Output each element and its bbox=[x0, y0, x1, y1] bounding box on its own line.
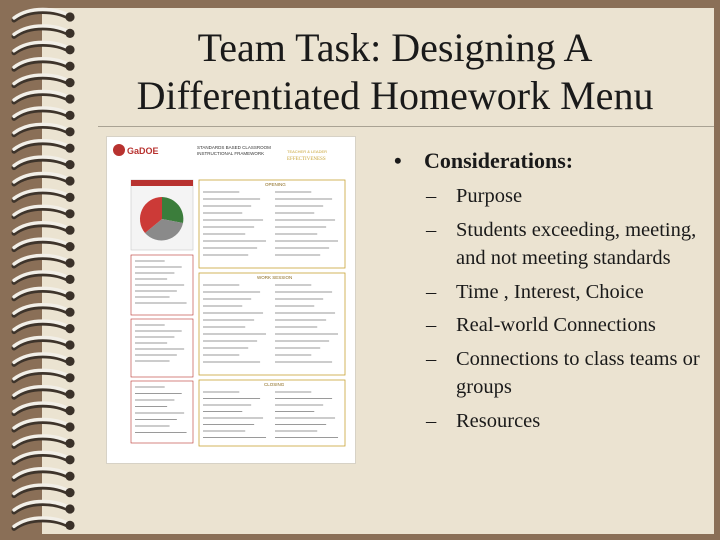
spiral-ring bbox=[14, 272, 75, 284]
slide-title bbox=[90, 24, 700, 120]
spiral-ring bbox=[14, 338, 75, 350]
dash-icon: – bbox=[426, 218, 437, 241]
spiral-ring bbox=[14, 403, 75, 415]
thumb-pie-panel-header bbox=[131, 180, 193, 186]
spiral-ring bbox=[14, 190, 75, 202]
spiral-ring bbox=[14, 387, 75, 399]
thumb-opening-label: OPENING bbox=[265, 182, 286, 187]
spiral-ring bbox=[14, 420, 75, 432]
thumb-header-title-1: STANDARDS BASED CLASSROOM bbox=[197, 145, 271, 150]
spiral-ring bbox=[14, 518, 75, 530]
consideration-text: Time , Interest, Choice bbox=[456, 280, 644, 303]
spiral-ring bbox=[14, 59, 75, 71]
list-item bbox=[388, 345, 708, 402]
consideration-text: Connections to class teams or groups bbox=[456, 347, 700, 398]
spiral-ring bbox=[14, 75, 75, 87]
spiral-ring bbox=[14, 157, 75, 169]
thumb-pie-chart bbox=[140, 197, 183, 240]
thumb-brand-text-2: EFFECTIVENESS bbox=[287, 157, 326, 162]
thumb-closing-label: CLOSING bbox=[264, 382, 285, 387]
dash-icon: – bbox=[426, 314, 437, 336]
list-item bbox=[388, 407, 708, 436]
spiral-ring bbox=[14, 92, 75, 104]
dash-icon: – bbox=[426, 409, 437, 432]
spiral-ring bbox=[14, 10, 75, 22]
spiral-ring bbox=[14, 256, 75, 268]
spiral-ring bbox=[14, 108, 75, 120]
spiral-binding bbox=[0, 0, 90, 540]
spiral-ring bbox=[14, 288, 75, 300]
list-item bbox=[388, 278, 708, 307]
consideration-text: Resources bbox=[456, 409, 541, 432]
spiral-ring bbox=[14, 485, 75, 497]
spiral-ring bbox=[14, 469, 75, 481]
spiral-ring bbox=[14, 370, 75, 382]
bullet-icon: • bbox=[394, 148, 402, 173]
thumb-work-session-section bbox=[199, 273, 345, 375]
spiral-ring bbox=[14, 354, 75, 366]
considerations-heading bbox=[388, 144, 708, 178]
spiral-ring bbox=[14, 436, 75, 448]
dash-icon: – bbox=[426, 280, 437, 303]
spiral-ring bbox=[14, 42, 75, 54]
list-item bbox=[388, 216, 708, 273]
spiral-ring bbox=[14, 26, 75, 38]
spiral-ring bbox=[14, 141, 75, 153]
spiral-ring bbox=[14, 206, 75, 218]
considerations-label: Considerations: bbox=[424, 148, 574, 173]
spiral-ring bbox=[14, 223, 75, 235]
thumb-brand-text-1: TEACHER & LEADER bbox=[287, 149, 328, 154]
document-thumbnail-graphic bbox=[107, 137, 355, 463]
dash-icon: – bbox=[426, 185, 437, 207]
spiral-ring bbox=[14, 502, 75, 514]
list-item bbox=[388, 311, 708, 340]
thumb-left-box-3 bbox=[131, 381, 193, 443]
consideration-text: Purpose bbox=[456, 185, 523, 207]
thumb-closing-section bbox=[199, 380, 345, 446]
spiral-ring bbox=[14, 124, 75, 136]
thumb-work-session-label: WORK SESSION bbox=[257, 275, 293, 280]
spiral-ring bbox=[14, 452, 75, 464]
slide-title-line2: Differentiated Homework Menu bbox=[136, 73, 654, 118]
framework-document-thumbnail bbox=[107, 137, 355, 463]
spiral-ring bbox=[14, 321, 75, 333]
slide-title-line1: Team Task: Designing A bbox=[197, 25, 593, 70]
consideration-text: Students exceeding, meeting, and not meeting standards bbox=[456, 218, 697, 269]
spiral-ring bbox=[14, 239, 75, 251]
thumb-logo-text: GaDOE bbox=[127, 146, 159, 156]
title-divider bbox=[98, 126, 714, 127]
considerations-content bbox=[388, 144, 708, 440]
consideration-text: Real-world Connections bbox=[456, 314, 656, 336]
gadoe-logo-icon bbox=[113, 144, 125, 156]
spiral-ring bbox=[14, 174, 75, 186]
considerations-list bbox=[388, 182, 708, 435]
spiral-ring bbox=[14, 305, 75, 317]
dash-icon: – bbox=[426, 347, 437, 370]
list-item bbox=[388, 182, 708, 211]
thumb-header-title-2: INSTRUCTIONAL FRAMEWORK bbox=[197, 151, 265, 156]
thumb-left-box-2 bbox=[131, 319, 193, 377]
